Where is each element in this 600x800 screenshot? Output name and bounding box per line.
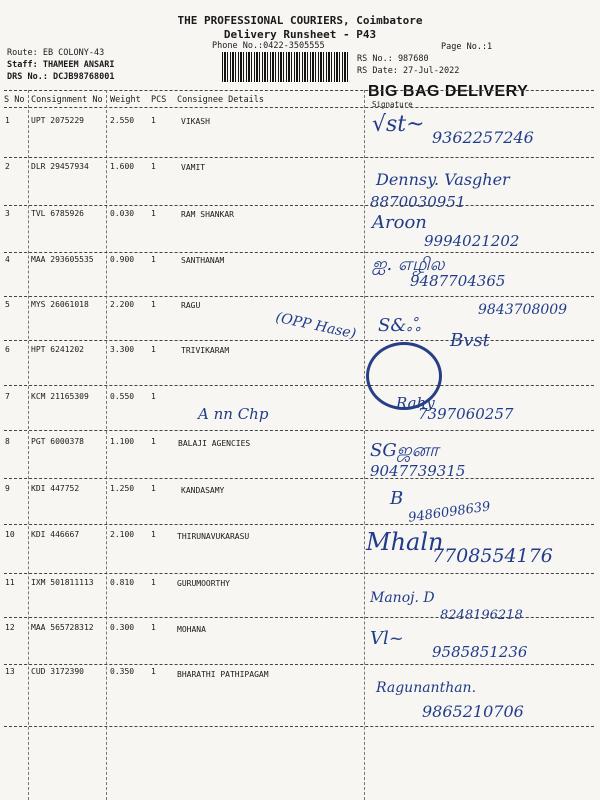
row-consignment: MYS 26061018 bbox=[31, 300, 89, 309]
row-consignee: VAMIT bbox=[181, 163, 206, 172]
row-signature-phone: 8870030951 bbox=[370, 193, 466, 211]
row-signature-phone: 9487704365 bbox=[410, 272, 506, 290]
row-signature-phone: 9843708009 bbox=[478, 302, 568, 318]
signature-scribble: B bbox=[390, 488, 404, 509]
row-weight: 0.550 bbox=[110, 392, 135, 401]
row-consignment: KDI 446667 bbox=[31, 530, 80, 539]
row-sno: 4 bbox=[5, 255, 10, 264]
divider bbox=[4, 90, 594, 91]
row-consignment: DLR 29457934 bbox=[31, 162, 89, 171]
row-pcs: 1 bbox=[151, 209, 156, 218]
column-divider bbox=[364, 90, 365, 800]
column-header-sno: S No bbox=[4, 95, 25, 105]
row-weight: 1.600 bbox=[110, 162, 135, 171]
row-pcs: 1 bbox=[151, 530, 156, 539]
row-signature-name: Dennsy. Vasgher bbox=[376, 170, 510, 189]
row-signature-phone: 9585851236 bbox=[432, 643, 528, 661]
row-consignee: MOHANA bbox=[177, 625, 206, 634]
row-pcs: 1 bbox=[151, 437, 156, 446]
row-weight: 1.100 bbox=[110, 437, 135, 446]
row-consignee: RAM SHANKAR bbox=[181, 210, 234, 219]
column-header-pcs: PCS bbox=[151, 95, 167, 105]
row-divider bbox=[4, 340, 594, 341]
row-divider bbox=[4, 726, 594, 727]
row-pcs: 1 bbox=[151, 116, 156, 125]
row-pcs: 1 bbox=[151, 623, 156, 632]
row-divider bbox=[4, 664, 594, 665]
row-consignment: KDI 447752 bbox=[31, 484, 80, 493]
row-consignment: UPT 2075229 bbox=[31, 116, 84, 125]
row-divider bbox=[4, 524, 594, 525]
row-divider bbox=[4, 430, 594, 431]
column-header-signature: Signature bbox=[372, 100, 413, 109]
row-signature-name: Manoj. D bbox=[370, 590, 435, 606]
row-consignee: BHARATHI PATHIPAGAM bbox=[177, 670, 269, 679]
row-sno: 3 bbox=[5, 209, 10, 218]
column-header-weight: Weight bbox=[110, 95, 141, 105]
row-sno: 1 bbox=[5, 116, 10, 125]
row-sno: 6 bbox=[5, 345, 10, 354]
row-signature-note: (OPP Hase) bbox=[274, 309, 358, 343]
row-consignee: TRIVIKARAM bbox=[181, 346, 230, 355]
company-title: THE PROFESSIONAL COURIERS, Coimbatore bbox=[177, 14, 423, 27]
row-weight: 2.550 bbox=[110, 116, 135, 125]
row-pcs: 1 bbox=[151, 484, 156, 493]
row-sno: 11 bbox=[5, 578, 15, 587]
row-consignee: GURUMOORTHY bbox=[177, 579, 230, 588]
row-signature-phone: 9362257246 bbox=[432, 128, 534, 147]
phone-number: Phone No.:0422-3505555 bbox=[212, 41, 325, 51]
row-consignee: THIRUNAVUKARASU bbox=[177, 532, 250, 541]
row-sno: 13 bbox=[5, 667, 15, 676]
row-divider bbox=[4, 573, 594, 574]
column-header-consignee: Consignee Details bbox=[177, 95, 264, 105]
row-signature-phone: 7397060257 bbox=[418, 405, 514, 423]
row-divider bbox=[4, 617, 594, 618]
column-divider bbox=[28, 90, 29, 800]
row-sno: 2 bbox=[5, 162, 10, 171]
row-sno: 12 bbox=[5, 623, 15, 632]
row-signature-phone: 9865210706 bbox=[422, 702, 524, 721]
staff-label: Staff: THAMEEM ANSARI bbox=[7, 60, 115, 70]
row-consignee: KANDASAMY bbox=[181, 486, 225, 495]
row-sno: 5 bbox=[5, 300, 10, 309]
signature-scribble: ஐ. எழில bbox=[372, 254, 445, 275]
row-weight: 2.100 bbox=[110, 530, 135, 539]
row-pcs: 1 bbox=[151, 392, 156, 401]
row-sno: 8 bbox=[5, 437, 10, 446]
signature-scribble: SGஜனா bbox=[370, 440, 439, 461]
row-divider bbox=[4, 205, 594, 206]
signature-scribble: Mhaln bbox=[366, 528, 444, 556]
row-sno: 10 bbox=[5, 530, 15, 539]
row-signature-phone: 7708554176 bbox=[432, 545, 553, 567]
drs-number: DRS No.: DCJB98768001 bbox=[7, 72, 115, 82]
row-consignment: PGT 6000378 bbox=[31, 437, 84, 446]
row-consignment: CUD 3172390 bbox=[31, 667, 84, 676]
signature-scribble: S&ஃ bbox=[378, 315, 421, 336]
row-consignee: BALAJI AGENCIES bbox=[178, 439, 251, 448]
row-consignment: MAA 293605535 bbox=[31, 255, 94, 264]
row-consignee: RAGU bbox=[181, 301, 201, 310]
row-pcs: 1 bbox=[151, 578, 156, 587]
row-consignment: MAA 565728312 bbox=[31, 623, 94, 632]
column-divider bbox=[106, 90, 107, 800]
row-signature-name: Ragunanthan. bbox=[376, 680, 477, 696]
row-signature-name: A nn Chp bbox=[198, 405, 269, 423]
row-consignment: IXM 501811113 bbox=[31, 578, 94, 587]
signature-scribble: Aroon bbox=[372, 212, 427, 233]
row-divider bbox=[4, 296, 594, 297]
row-signature-phone: 9994021202 bbox=[424, 232, 520, 250]
signature-scribble: Rahy bbox=[396, 394, 435, 412]
row-weight: 0.030 bbox=[110, 209, 135, 218]
row-consignment: HPT 6241202 bbox=[31, 345, 84, 354]
row-divider bbox=[4, 385, 594, 386]
signature-scribble: Vl~ bbox=[370, 628, 404, 649]
big-bag-delivery-stamp: BIG BAG DELIVERY bbox=[368, 83, 529, 100]
signature-scribble: √st~ bbox=[372, 112, 425, 137]
row-consignment: KCM 21165309 bbox=[31, 392, 89, 401]
row-consignee: SANTHANAM bbox=[181, 256, 225, 265]
row-consignment: TVL 6785926 bbox=[31, 209, 84, 218]
row-pcs: 1 bbox=[151, 255, 156, 264]
row-sno: 7 bbox=[5, 392, 10, 401]
row-sno: 9 bbox=[5, 484, 10, 493]
divider bbox=[4, 107, 594, 108]
runsheet-subtitle: Delivery Runsheet - P43 bbox=[223, 28, 377, 41]
route-label: Route: EB COLONY-43 bbox=[7, 48, 105, 58]
page-number: Page No.:1 bbox=[441, 42, 493, 52]
rs-date: RS Date: 27-Jul-2022 bbox=[357, 66, 460, 76]
row-weight: 0.300 bbox=[110, 623, 135, 632]
row-pcs: 1 bbox=[151, 162, 156, 171]
row-consignee: VIKASH bbox=[181, 117, 210, 126]
row-weight: 0.350 bbox=[110, 667, 135, 676]
row-signature-phone: 8248196218 bbox=[440, 608, 523, 623]
row-signature-phone: 9486098639 bbox=[407, 499, 492, 526]
row-pcs: 1 bbox=[151, 300, 156, 309]
row-weight: 3.300 bbox=[110, 345, 135, 354]
row-divider bbox=[4, 252, 594, 253]
row-divider bbox=[4, 157, 594, 158]
row-signature-phone: 9047739315 bbox=[370, 462, 466, 480]
row-weight: 1.250 bbox=[110, 484, 135, 493]
row-pcs: 1 bbox=[151, 667, 156, 676]
row-weight: 0.900 bbox=[110, 255, 135, 264]
column-header-consignment: Consignment No bbox=[31, 95, 103, 105]
barcode bbox=[222, 52, 350, 82]
row-weight: 0.810 bbox=[110, 578, 135, 587]
row-pcs: 1 bbox=[151, 345, 156, 354]
signature-scribble: Bvst bbox=[450, 330, 490, 351]
row-weight: 2.200 bbox=[110, 300, 135, 309]
row-divider bbox=[4, 478, 594, 479]
rs-number: RS No.: 987680 bbox=[357, 54, 429, 64]
